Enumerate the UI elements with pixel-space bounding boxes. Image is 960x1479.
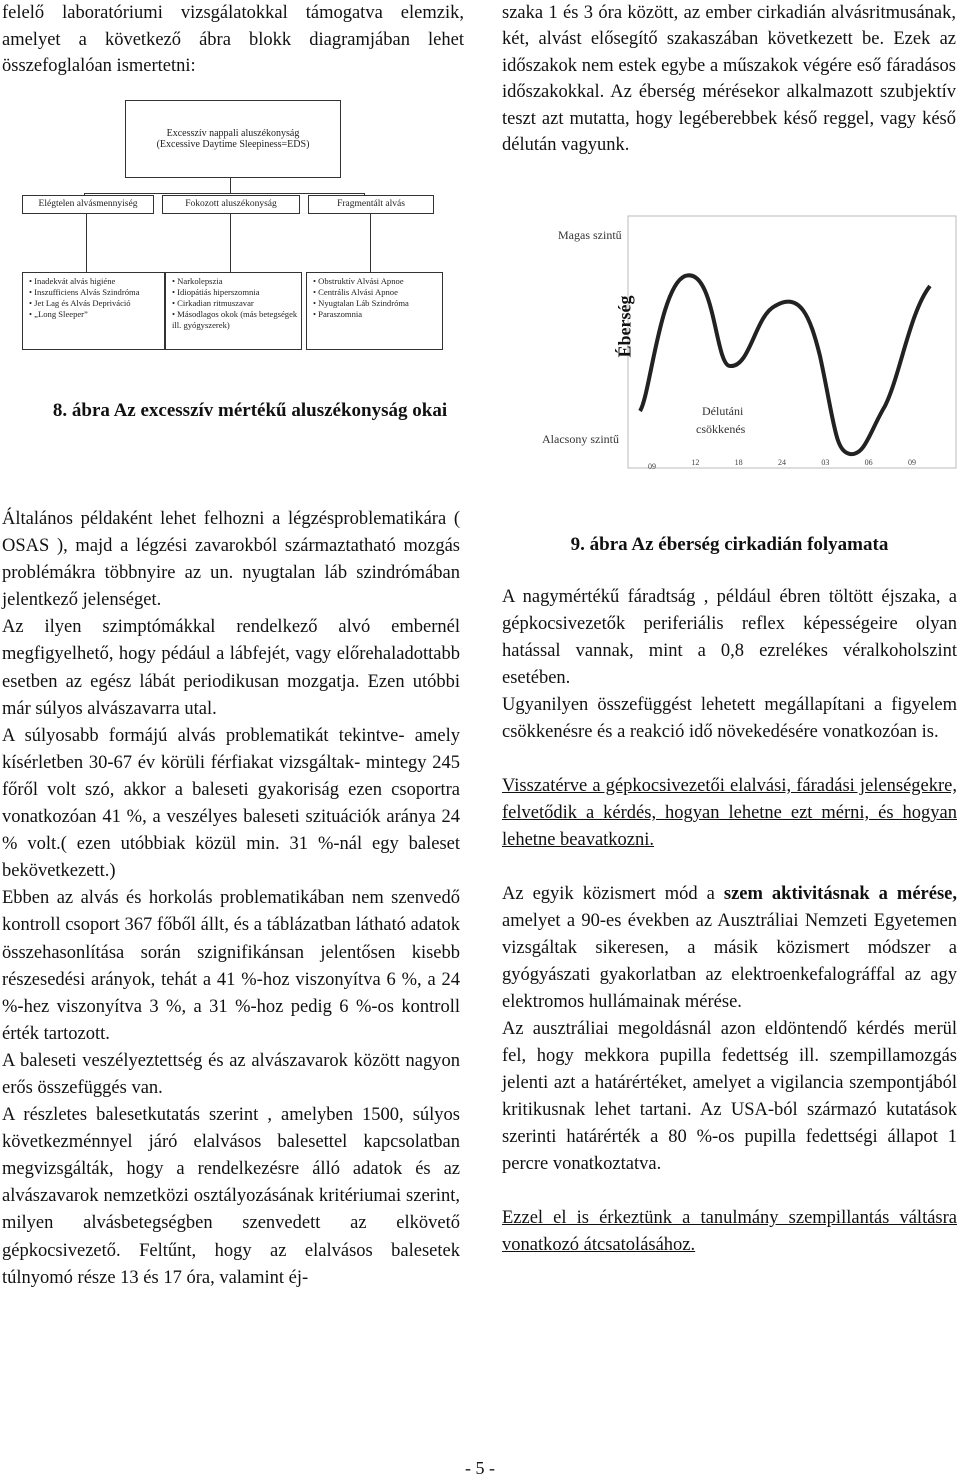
x-tick-label: 09 <box>908 458 916 467</box>
continuation-text: szaka 1 és 3 óra között, az ember cirkadián alvásritmusának, két, alvást elősegítő szakaszában következett be. Ezek az időszakok nem estek egybe a műszakok végére eső fáradásos időszakokkal. Az éberség mérésekor alkalmazott szubjektív teszt azt mutatta, hogy legéberebbek késő reggel, vagy késő délután vagyunk. <box>502 3 956 156</box>
x-tick-label: 09 <box>648 462 656 471</box>
intro-paragraph <box>2 0 464 80</box>
x-tick-label: 03 <box>821 458 830 467</box>
right-paragraph-1: A nagymértékű fáradtság , például ébren töltött éjszaka, a gépkocsivezetők periferiális reflex képességeire olyan hatással vannak, mint a 0,8 ezrelékes véralkoholszint esetében. <box>502 587 957 688</box>
right-paragraph-3: Visszatérve a gépkocsivezetői elalvási, fáradási jelenségekre, felvetődik a kérdés, hogyan lehetne ezt mérni, és hogyan lehetne beavatkozni. <box>502 776 957 850</box>
left-paragraph-3: A súlyosabb formájú alvás problematikát tekintve- amely kísérletben 30-67 év körüli férfiakat vizsgáltak- mintegy 245 főről volt szó, akkor a baleseti gyakoriság ezen csoportra vonatkozóan 41 %, a veszélyes baleseti szituációk aránya 24 % volt.( ezen utóbbiak közül min. 31 %-nál egy baleset bekövetkezett.) <box>2 725 460 882</box>
left-paragraph-2: Az ilyen szimptómákkal rendelkező alvó embernél megfigyelhető, hogy pédául a lábfejét, vagy előrehaladottabb esetben az egész lábát periodikusan mozgatja. Ezen utóbbi már súlyos alvászavarra utal. <box>2 617 460 719</box>
left-main-column <box>2 506 460 1292</box>
right-main-column <box>502 584 957 1259</box>
x-tick-label: 18 <box>734 458 743 467</box>
y-axis-label: Éberség <box>614 295 635 358</box>
diagram-box-increased-sleepiness: Fokozott aluszékonyság <box>162 195 300 214</box>
diagram-box-insufficient-sleep: Elégtelen alvásmennyiség <box>22 195 154 214</box>
x-tick-label: 06 <box>864 458 873 467</box>
alertness-circadian-chart <box>500 196 960 478</box>
intro-text: felelő laboratóriumi vizsgálatokkal támogatva elemzik, amelyet a következő ábra blokk diagramjában lehet összefoglalóan ismertetni: <box>2 3 464 77</box>
right-paragraph-2: Ugyanilyen összefüggést lehetett megállapítani a figyelem csökkenésre és a reakció idő növekedésére vonatkozóan is. <box>502 695 957 742</box>
continuation-paragraph <box>502 0 956 158</box>
diagram-box-fragmented-sleep: Fragmentált alvás <box>308 195 434 214</box>
dip-label-1: Délutáni <box>702 404 744 418</box>
diagram-list-2: • Narkolepszia • Idiopátiás hiperszomnia • Cirkadian ritmuszavar • Másodlagos okok (más betegségek ill. gyógyszerek) <box>165 272 302 350</box>
right-paragraph-5: Az ausztráliai megoldásnál azon eldöntendő kérdés merül fel, hogy mekkora pupilla fedettség ill. szempillamozgás jelenti azt a határértéket, amelyet a vigilancia szempontjából kritikusnak lehet tartani. Az USA-ból származó kutatások szerinti határérték a 80 %-os pupilla fedettségi állapot 1 percre vonatkoztatva. <box>502 1019 957 1174</box>
left-paragraph-4: Ebben az alvás és horkolás problematikában nem szenvedő kontroll csoport 367 főből állt, és a táblázatban látható adatok összehasonlítása során szignifikánsan jelentősen kisebb részesedési arányok, tehát a 41 %-hoz viszonyítva 6 %, a 24 %-hez viszonyítva 3 %, a 31 %-hoz pedig 6 %-os kontroll érték tartozott. <box>2 888 460 1044</box>
root-line1: Excesszív nappali aluszékonyság <box>166 127 300 139</box>
right-paragraph-4: Az egyik közismert mód a szem aktivitásnak a mérése, amelyet a 90-es években az Ausztráliai Nemzeti Egyetemen vizsgáltak sikeresen, a másik közismert módszer a gyógyászati gyakorlatban az elektroenkefalográffal az agy elektromos hullámainak mérése. <box>502 884 957 1012</box>
x-tick-label: 12 <box>691 458 700 467</box>
x-tick-label: 24 <box>778 458 786 467</box>
emphasis-eye-activity: szem aktivitásnak a mérése, <box>723 884 957 904</box>
high-level-label: Magas szintű <box>558 228 622 242</box>
dip-label-2: csökkenés <box>696 422 746 436</box>
left-paragraph-6: A részletes balesetkutatás szerint , amelyben 1500, súlyos következménnyel járó elalvásos balesettel kapcsolatban megvizsgálták, hogy a rendelkezésre álló adatok és az alvászavarok nemzetközi osztályozásának kritériumai szerint, milyen alvásbetegségben szenvedett az elkövető gépkocsivezető. Feltűnt, hogy az elalvásos balesetek túlnyomó része 13 és 17 óra, valamint éj- <box>2 1105 460 1288</box>
figure-9-caption: 9. ábra Az éberség cirkadián folyamata <box>570 534 889 555</box>
diagram-list-3: • Obstruktív Alvási Apnoe • Centrális Alvási Apnoe • Nyugtalan Láb Szindróma • Paraszomnia <box>306 272 443 350</box>
root-line2: (Excessive Daytime Sleepiness=EDS) <box>156 139 310 150</box>
diagram-list-1: • Inadekvát alvás higiéne • Inszufficiens Alvás Szindróma • Jet Lag és Alvás Depriváció • „Long Sleeper” <box>22 272 165 350</box>
low-level-label: Alacsony szintű <box>542 432 619 446</box>
left-paragraph-5: A baleseti veszélyeztettség és az alvászavarok között nagyon erős összefüggés van. <box>2 1050 460 1098</box>
alertness-curve <box>640 275 930 454</box>
right-paragraph-6: Ezzel el is érkeztünk a tanulmány szempillantás váltásra vonatkozó átcsatolásához. <box>502 1208 957 1255</box>
diagram-root-box <box>125 100 341 178</box>
page-number: - 5 - <box>465 1458 495 1478</box>
figure-8-caption: 8. ábra Az excesszív mértékű aluszékonyság okai <box>52 400 448 421</box>
left-paragraph-1: Általános példaként lehet felhozni a légzésproblematikára ( OSAS ), majd a légzési zavarokból származtatható mozgás problémákra többnyire az un. nyugtalan láb szindrómában jelentkező jelenséget. <box>2 509 460 611</box>
